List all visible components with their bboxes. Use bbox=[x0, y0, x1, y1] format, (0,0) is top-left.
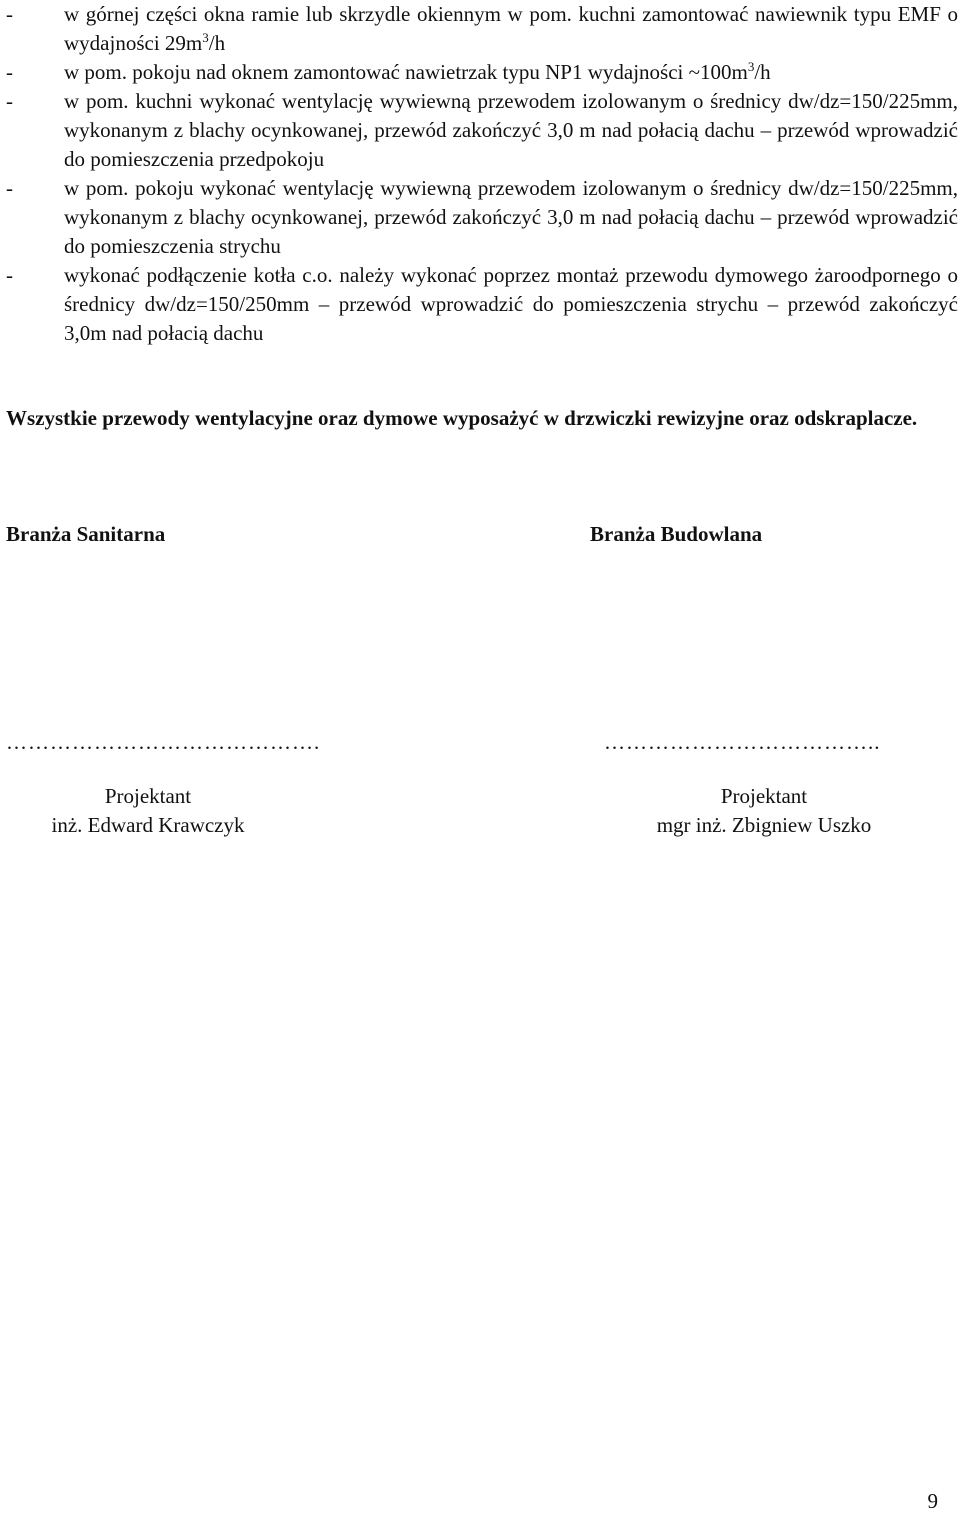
list-item bbox=[6, 58, 960, 87]
list-marker: - bbox=[6, 60, 13, 84]
page-number: 9 bbox=[927, 1489, 938, 1513]
summary-note: Wszystkie przewody wentylacyjne oraz dymowe wyposażyć w drzwiczki rewizyjne oraz odskraplacze. bbox=[6, 406, 918, 430]
list-item-text: w pom. pokoju nad oknem zamontować nawietrzak typu NP1 wydajności $\sim 100m^3/h$ bbox=[64, 59, 771, 84]
signer-role: Projektant bbox=[104, 784, 192, 808]
list-item bbox=[6, 261, 960, 348]
signature-line-right: ……………………………….. bbox=[604, 730, 881, 754]
list-marker: - bbox=[6, 263, 13, 287]
list-item-text: w górnej części okna ramie lub skrzydle okiennym w pom. kuchni zamontować nawiewnik typu EMF o wydajności $29m^3/h$ bbox=[64, 2, 958, 55]
list-item-text: wykonać podłączenie kotła c.o. należy wykonać poprzez montaż przewodu dymowego żaroodpornego o średnicy dw/dz=150/250mm – przewód wprowadzić do pomieszczenia strychu – przewód zakończyć 3,0m nad połacią dachu bbox=[64, 263, 958, 345]
list-item-text: w pom. kuchni wykonać wentylację wywiewną przewodem izolowanym o średnicy dw/dz=150/225mm, wykonanym z blachy ocynkowanej, przewód zakończyć 3,0 m nad połacią dachu – przewód wprowadzić do pomieszczenia przedpokoju bbox=[64, 89, 958, 171]
signer-right bbox=[616, 782, 912, 840]
list-item bbox=[6, 0, 960, 58]
branch-sanitary-heading: Branża Sanitarna bbox=[6, 522, 166, 546]
list-marker: - bbox=[6, 89, 13, 113]
requirements-list bbox=[6, 0, 960, 348]
signer-name: inż. Edward Krawczyk bbox=[51, 813, 245, 837]
signer-role: Projektant bbox=[720, 784, 808, 808]
list-item bbox=[6, 174, 960, 261]
list-item bbox=[6, 87, 960, 174]
list-marker: - bbox=[6, 2, 13, 26]
signer-name: mgr inż. Zbigniew Uszko bbox=[656, 813, 872, 837]
list-marker: - bbox=[6, 176, 13, 200]
signature-line-left: ……………………………………. bbox=[6, 730, 321, 754]
branch-construction-heading: Branża Budowlana bbox=[590, 522, 763, 546]
signer-left bbox=[0, 782, 296, 840]
list-item-text: w pom. pokoju wykonać wentylację wywiewną przewodem izolowanym o średnicy dw/dz=150/225mm, wykonanym z blachy ocynkowanej, przewód zakończyć 3,0 m nad połacią dachu – przewód wprowadzić do pomieszczenia strychu bbox=[64, 176, 958, 258]
